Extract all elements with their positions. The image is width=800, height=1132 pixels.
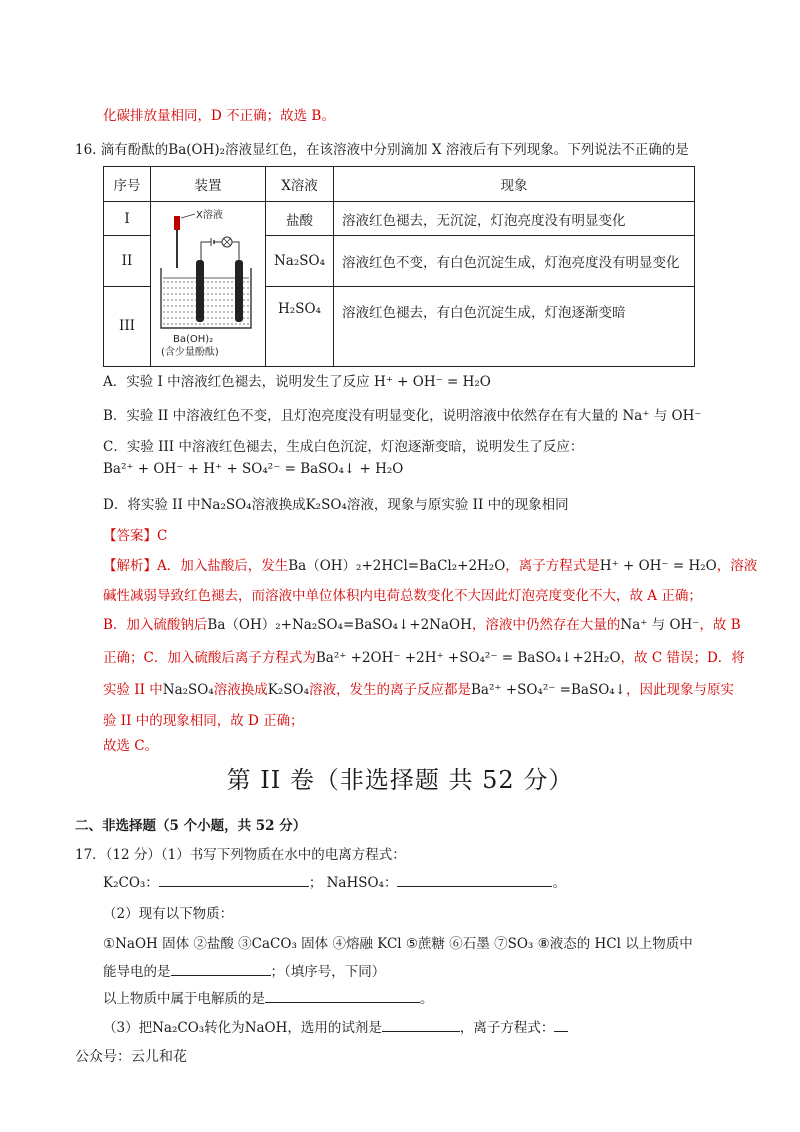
electrode-right bbox=[235, 260, 243, 322]
q17-3-text: ，选用的试剂是 bbox=[287, 1020, 382, 1036]
analysis-formula: K₂SO₄ bbox=[267, 682, 309, 698]
table-row bbox=[104, 202, 695, 236]
analysis-text: B．加入硫酸钠后 bbox=[103, 617, 208, 633]
q17-line2 bbox=[103, 871, 566, 891]
analysis-text: 溶液，发生的离子反应都是 bbox=[309, 682, 471, 698]
q17-line5 bbox=[103, 960, 385, 980]
row-x: Na₂SO₄ bbox=[266, 236, 334, 286]
analysis-text: A．加入盐酸后，发生 bbox=[157, 558, 289, 574]
option-d-formula2: K₂SO₄ bbox=[305, 497, 347, 513]
row-phenomenon: 溶液红色褪去，有白色沉淀生成，灯泡逐渐变暗 bbox=[334, 286, 695, 367]
option-d-text-c: 溶液，现象与原实验 II 中的现象相同 bbox=[346, 497, 569, 513]
electrolyte-answer-blank[interactable] bbox=[265, 1002, 420, 1003]
option-d bbox=[103, 493, 569, 513]
q17-line7 bbox=[103, 1016, 568, 1036]
analysis-equation: H⁺ + OH⁻ = H₂O bbox=[599, 558, 717, 574]
section-title: 第 II 卷（非选择题 共 52 分） bbox=[226, 766, 574, 794]
na2co3-formula: Na₂CO₃ bbox=[152, 1020, 205, 1036]
line-end: 。 bbox=[420, 991, 434, 1007]
q17-line1: 17．（12 分）（1）书写下列物质在水中的电离方程式： bbox=[75, 847, 406, 863]
header-phenomenon: 现象 bbox=[334, 167, 695, 202]
nahso4-label: NaHSO₄： bbox=[326, 875, 398, 891]
answer-tag: 【答案】 bbox=[103, 528, 157, 544]
q16-number: 16. bbox=[75, 142, 97, 158]
ionic-equation-blank[interactable] bbox=[554, 1031, 568, 1032]
answer bbox=[103, 524, 167, 544]
table-header-row bbox=[104, 167, 695, 202]
analysis-line6: 验 II 中的现象相同，故 D 正确； bbox=[103, 713, 304, 729]
q16-table bbox=[103, 166, 695, 367]
analysis-line4 bbox=[103, 646, 745, 666]
analysis-text: ，故 C 错误；D．将 bbox=[620, 650, 745, 666]
q16-stem-formula: Ba(OH)₂ bbox=[168, 142, 226, 158]
conductive-label: 能导电的是 bbox=[103, 964, 171, 980]
line-end: 。 bbox=[552, 875, 566, 891]
analysis-text: ，溶液中仍然存在大量的 bbox=[471, 617, 621, 633]
k2co3-label: K₂CO₃： bbox=[103, 875, 159, 891]
q17-3-text: （3）把 bbox=[103, 1020, 153, 1036]
option-a-equation: H⁺ + OH⁻ = H₂O bbox=[373, 374, 491, 390]
analysis-equation: Ba²⁺ +2OH⁻ +2H⁺ +SO₄²⁻ = BaSO₄↓+2H₂O bbox=[315, 650, 621, 666]
analysis-line7: 故选 C。 bbox=[103, 738, 159, 754]
beaker-label: Ba(OH)₂ bbox=[173, 334, 214, 345]
analysis-equation: Ba（OH）₂+Na₂SO₄=BaSO₄↓+2NaOH bbox=[207, 617, 472, 633]
row-x: H₂SO₄ bbox=[266, 286, 334, 367]
header-no: 序号 bbox=[104, 167, 151, 202]
analysis-ions: Na⁺ 与 OH⁻ bbox=[620, 617, 700, 633]
q17-line4: ①NaOH 固体 ②盐酸 ③CaCO₃ 固体 ④熔融 KCl ⑤蔗糖 ⑥石墨 ⑦SO₃ ⑧液态的 HCl 以上物质中 bbox=[103, 936, 693, 952]
naoh-formula: NaOH bbox=[244, 1020, 288, 1036]
q16-stem bbox=[75, 138, 689, 158]
analysis-text: ，离子方程式是 bbox=[505, 558, 600, 574]
option-a-text: A．实验 I 中溶液红色褪去，说明发生了反应 bbox=[103, 374, 370, 390]
q17-3-text: 转化为 bbox=[204, 1020, 245, 1036]
analysis-text: 溶液换成 bbox=[213, 682, 268, 698]
analysis-tag: 【解析】 bbox=[103, 558, 157, 574]
option-b-ions: Na⁺ 与 OH⁻ bbox=[622, 408, 702, 424]
option-b-text: B．实验 II 中溶液红色不变，且灯泡亮度没有明显变化，说明溶液中依然存在有大量的 bbox=[103, 408, 619, 424]
reagent-answer-blank[interactable] bbox=[382, 1031, 460, 1032]
nahso4-answer-blank[interactable] bbox=[397, 886, 552, 887]
top-conclusion: 化碳排放量相同，D 不正确；故选 B。 bbox=[103, 108, 335, 124]
part2-heading: 二、非选择题（5 个小题，共 52 分） bbox=[75, 818, 307, 834]
option-c: C．实验 III 中溶液红色褪去，生成白色沉淀，灯泡逐渐变暗，说明发生了反应： bbox=[103, 439, 584, 455]
k2co3-answer-blank[interactable] bbox=[159, 886, 309, 887]
analysis-text: 实验 II 中 bbox=[103, 682, 163, 698]
electrolyte-label: 以上物质中属于电解质的是 bbox=[103, 991, 265, 1007]
apparatus-diagram bbox=[151, 202, 263, 362]
analysis-line5 bbox=[103, 678, 734, 698]
row-phenomenon: 溶液红色褪去，无沉淀，灯泡亮度没有明显变化 bbox=[334, 202, 695, 236]
header-x: X溶液 bbox=[266, 167, 334, 202]
option-b bbox=[103, 404, 702, 424]
header-apparatus: 装置 bbox=[151, 167, 266, 202]
apparatus-cell bbox=[151, 202, 266, 367]
row-phenomenon: 溶液红色不变，有白色沉淀生成，灯泡亮度没有明显变化 bbox=[334, 236, 695, 286]
answer-value: C bbox=[157, 528, 168, 544]
analysis-equation: Ba（OH）₂+2HCl=BaCl₂+2H₂O bbox=[288, 558, 506, 574]
analysis-text: ，因此现象与原实 bbox=[626, 682, 734, 698]
beaker-label-note: (含少量酚酞) bbox=[161, 347, 219, 358]
analysis-text: 正确；C．加入硫酸后离子方程式为 bbox=[103, 650, 316, 666]
q17-3-text: ，离子方程式： bbox=[459, 1020, 555, 1036]
q17-line6 bbox=[103, 987, 434, 1007]
q17-line3: （2）现有以下物质： bbox=[103, 906, 234, 922]
analysis-line1 bbox=[103, 554, 757, 574]
analysis-formula: Na₂SO₄ bbox=[162, 682, 214, 698]
analysis-line3 bbox=[103, 613, 741, 633]
option-d-text-b: 溶液换成 bbox=[251, 497, 306, 513]
analysis-line2: 碱性减弱导致红色褪去，而溶液中单位体积内电荷总数变化不大因此灯泡亮度变化不大，故 A 正确； bbox=[103, 588, 702, 604]
option-d-formula1: Na₂SO₄ bbox=[200, 497, 252, 513]
row-no: III bbox=[104, 286, 151, 367]
footer-watermark: 公众号：云儿和花 bbox=[75, 1049, 187, 1065]
analysis-text: ，故 B bbox=[699, 617, 741, 633]
row-x: 盐酸 bbox=[266, 202, 334, 236]
separator: ； bbox=[308, 875, 323, 891]
option-a bbox=[103, 370, 491, 390]
fill-note: ；（填序号，下同） bbox=[270, 964, 386, 980]
dropper-bulb bbox=[174, 216, 180, 230]
electrode-left bbox=[196, 260, 204, 322]
q16-stem-a: 滴有酚酞的 bbox=[100, 142, 169, 158]
x-solution-label: X溶液 bbox=[196, 210, 223, 221]
option-d-text-a: D．将实验 II 中 bbox=[103, 497, 201, 513]
row-no: I bbox=[104, 202, 151, 236]
conductive-answer-blank[interactable] bbox=[171, 975, 271, 976]
analysis-text: ，溶液 bbox=[716, 558, 758, 574]
q16-stem-b: 溶液显红色，在该溶液中分别滴加 X 溶液后有下列现象。下列说法不正确的是 bbox=[225, 142, 689, 158]
row-no: II bbox=[104, 236, 151, 286]
option-c-equation: Ba²⁺ + OH⁻ + H⁺ + SO₄²⁻ = BaSO₄↓ + H₂O bbox=[103, 461, 404, 477]
analysis-equation: Ba²⁺ +SO₄²⁻ =BaSO₄↓ bbox=[471, 682, 626, 698]
